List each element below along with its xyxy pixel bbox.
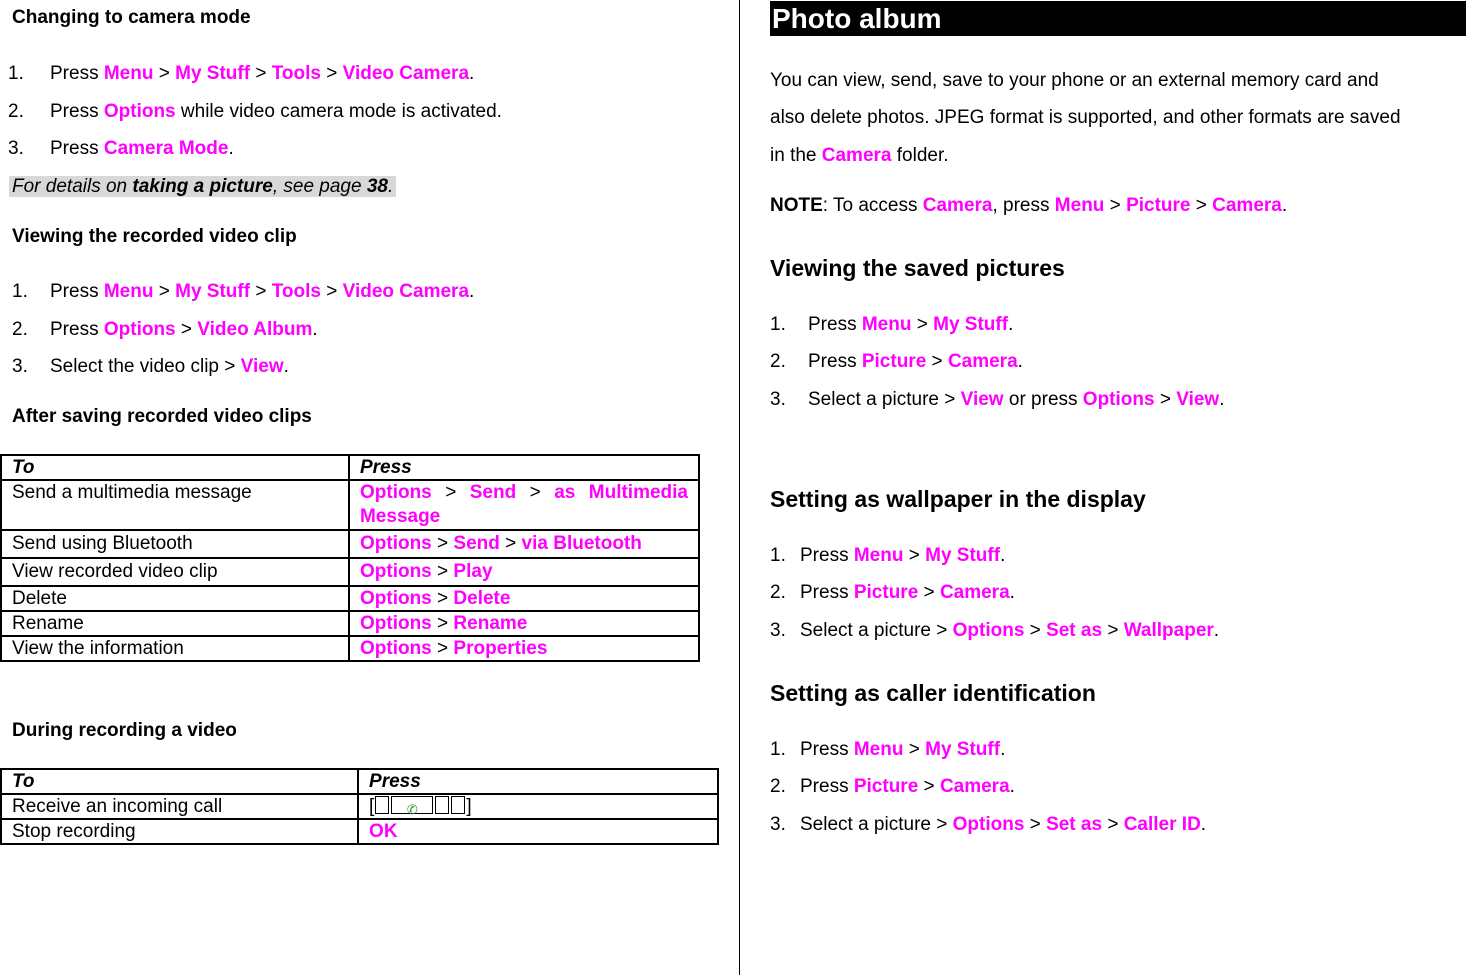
table-row: View recorded video clip Options > Play (1, 558, 699, 586)
text-fragment: Select a picture > (800, 620, 953, 641)
text-fragment: Select a picture > (808, 389, 961, 410)
table-row: View the information Options > Properties (1, 636, 699, 661)
text-fragment: . (1219, 389, 1225, 410)
menu-key-label: Options (103, 319, 176, 340)
text-fragment: > (1102, 814, 1124, 835)
text-fragment: . (228, 138, 234, 159)
menu-key-label: Menu (861, 314, 912, 335)
menu-key-label: Options (1082, 389, 1155, 410)
text-fragment: . (469, 63, 475, 84)
text-fragment: You can view, send, save to your phone or an external memory card and (770, 70, 1379, 91)
heading-wallpaper: Setting as wallpaper in the display (770, 486, 1146, 512)
text-fragment: . (1000, 545, 1006, 566)
list-item: 1. Press Menu > My Stuff. (770, 739, 1006, 760)
note-box: For details on taking a picture, see page 38. (9, 176, 396, 198)
key-box (435, 796, 449, 814)
table-header: Press (358, 769, 718, 794)
text-fragment: Press (808, 314, 862, 335)
menu-key-label: Menu (853, 545, 904, 566)
menu-key-label: Tools (271, 281, 321, 302)
list-item: 2. Press Picture > Camera. (770, 351, 1023, 372)
list-item: 3. Press Camera Mode. (8, 138, 234, 159)
menu-key-label: Menu (1054, 195, 1105, 216)
menu-key-label: My Stuff (175, 63, 251, 84)
key-box (375, 796, 389, 814)
list-item: 2. Press Options > Video Album. (12, 319, 318, 340)
text-fragment: Press (50, 319, 104, 340)
list-item: 3. Select the video clip > View. (12, 356, 289, 377)
menu-key-label: Video Camera (342, 63, 470, 84)
text-fragment: > (250, 63, 272, 84)
table-row: Delete Options > Delete (1, 586, 699, 611)
after-saving-table (0, 454, 700, 662)
column-divider (739, 0, 740, 975)
text-fragment: . (1017, 351, 1023, 372)
text-fragment: > (153, 63, 176, 84)
intro-line (770, 107, 1401, 129)
menu-key-label: Picture (853, 776, 919, 797)
text-fragment: . (1200, 814, 1207, 835)
text-fragment: > (320, 281, 343, 302)
text-fragment: Press (50, 63, 104, 84)
menu-key-label: Camera Mode (103, 138, 229, 159)
text-fragment: > (1024, 620, 1047, 641)
menu-key-label: Options (952, 814, 1025, 835)
menu-key-label: Options (103, 101, 176, 122)
list-item: 3. Select a picture > Options > Set as > Wallpaper. (770, 620, 1220, 641)
menu-key-label: Menu (853, 739, 904, 760)
text-fragment: > (918, 582, 940, 603)
menu-key-label: Camera (939, 582, 1010, 603)
list-item: 3. Select a picture > View or press Options > View. (770, 389, 1225, 410)
page-title: Photo album (770, 1, 1466, 36)
text-fragment: . (1009, 582, 1015, 603)
table-row: Receive an incoming call [ ✆ ] (1, 794, 718, 819)
list-item: 1. Press Menu > My Stuff. (770, 314, 1014, 335)
text-fragment: > (1190, 195, 1213, 216)
menu-key-label: My Stuff (925, 739, 1001, 760)
menu-key-label: Caller ID (1123, 814, 1201, 835)
menu-key-label: Picture (853, 582, 919, 603)
menu-key-label: Set as (1046, 620, 1103, 641)
menu-key-label: Picture (1126, 195, 1191, 216)
list-item: 3. Select a picture > Options > Set as > Caller ID. (770, 814, 1207, 835)
text-fragment: . (283, 356, 289, 377)
text-fragment: Press (50, 281, 104, 302)
table-row: Stop recording OK (1, 819, 718, 844)
text-fragment: Press (800, 582, 854, 603)
text-fragment: > (320, 63, 343, 84)
text-fragment: . (312, 319, 318, 340)
menu-key-label: View (960, 389, 1004, 410)
heading-during-recording: During recording a video (12, 720, 237, 741)
intro-line (770, 70, 1379, 92)
text-fragment: > (1154, 389, 1177, 410)
intro-line (770, 145, 949, 167)
text-fragment: > (1104, 195, 1127, 216)
text-fragment: > (175, 319, 198, 340)
menu-key-label: Camera (821, 145, 892, 166)
text-fragment: . (1008, 314, 1014, 335)
text-fragment: Press (50, 101, 104, 122)
list-item: 2. Press Picture > Camera. (770, 582, 1015, 603)
text-fragment: also delete photos. JPEG format is supported, and other formats are saved (770, 107, 1401, 128)
text-fragment: > (903, 739, 926, 760)
menu-key-label: My Stuff (925, 545, 1001, 566)
text-fragment: . (469, 281, 475, 302)
text-fragment: > (918, 776, 940, 797)
text-fragment: . (1213, 620, 1220, 641)
menu-key-label: View (240, 356, 284, 377)
list-item: 1. Press Menu > My Stuff. (770, 545, 1006, 566)
note-line (770, 195, 1287, 217)
menu-key-label: My Stuff (175, 281, 251, 302)
menu-key-label: My Stuff (933, 314, 1009, 335)
text-fragment: while video camera mode is activated. (175, 101, 502, 122)
heading-after-saving: After saving recorded video clips (12, 406, 312, 427)
list-item: 2. Press Options while video camera mode is activated. (8, 101, 502, 122)
text-fragment: . (1000, 739, 1006, 760)
phone-call-icon: ✆ (391, 796, 433, 814)
text-fragment: > (153, 281, 176, 302)
text-fragment: or press (1003, 389, 1083, 410)
heading-viewing-pictures: Viewing the saved pictures (770, 255, 1065, 281)
text-fragment: Press (800, 739, 854, 760)
text-fragment: . (1009, 776, 1015, 797)
text-fragment: Press (50, 138, 104, 159)
note-label: NOTE (770, 195, 823, 216)
list-item: 1. Press Menu > My Stuff > Tools > Video Camera. (12, 281, 475, 302)
text-fragment: Press (800, 776, 854, 797)
text-fragment: > (903, 545, 926, 566)
key-box (451, 796, 465, 814)
text-fragment: > (926, 351, 948, 372)
text-fragment: Press (800, 545, 854, 566)
heading-caller-id: Setting as caller identification (770, 680, 1096, 706)
menu-key-label: Wallpaper (1123, 620, 1214, 641)
heading-viewing-clip: Viewing the recorded video clip (12, 226, 297, 247)
text-fragment: > (250, 281, 272, 302)
heading-camera-mode: Changing to camera mode (12, 7, 251, 28)
table-row: Rename Options > Rename (1, 611, 699, 636)
during-recording-table (0, 768, 719, 845)
text-fragment: > (1024, 814, 1047, 835)
text-fragment: folder. (891, 145, 949, 166)
menu-key-label: Menu (103, 281, 154, 302)
menu-key-label: Picture (861, 351, 927, 372)
menu-key-label: Tools (271, 63, 321, 84)
table-header: To (1, 769, 358, 794)
table-row: Send a multimedia message Options > Send > as Multimedia Message (1, 480, 699, 530)
menu-key-label: Camera (947, 351, 1018, 372)
text-fragment: > (1102, 620, 1124, 641)
menu-key-label: Camera (939, 776, 1010, 797)
text-fragment: Select the video clip > (50, 356, 241, 377)
menu-key-label: Menu (103, 63, 154, 84)
text-fragment: : To access (822, 195, 923, 216)
text-fragment: Press (808, 351, 862, 372)
menu-key-label: Video Album (197, 319, 313, 340)
menu-key-label: View (1176, 389, 1220, 410)
list-item: 1. Press Menu > My Stuff > Tools > Video Camera. (8, 63, 475, 84)
menu-key-label: Camera (1212, 195, 1282, 216)
table-header: To (1, 455, 349, 480)
menu-key-label: Video Camera (342, 281, 470, 302)
table-header: Press (349, 455, 699, 480)
table-row: Send using Bluetooth Options > Send > via Bluetooth (1, 530, 699, 558)
menu-key-label: Camera (922, 195, 993, 216)
list-item: 2. Press Picture > Camera. (770, 776, 1015, 797)
text-fragment: . (1281, 195, 1288, 216)
text-fragment: , press (992, 195, 1055, 216)
text-fragment: > (911, 314, 934, 335)
text-fragment: Select a picture > (800, 814, 953, 835)
menu-key-label: Options (952, 620, 1025, 641)
text-fragment: in the (770, 145, 822, 166)
menu-key-label: Set as (1046, 814, 1103, 835)
